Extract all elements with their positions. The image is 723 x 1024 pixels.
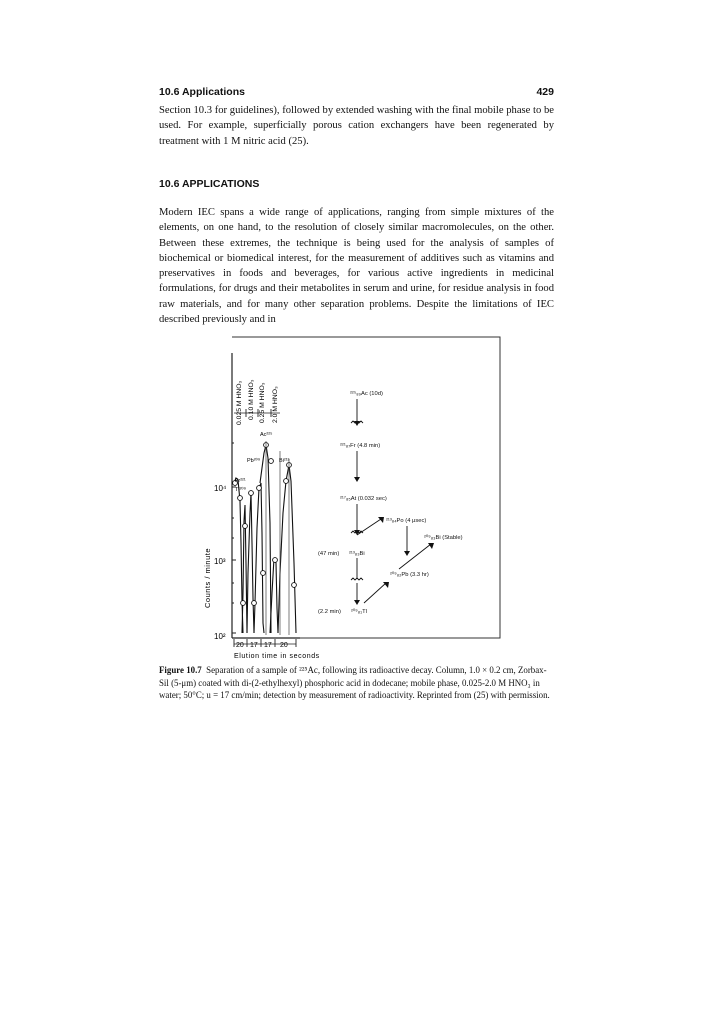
decay-bi213: ²¹³₈₃Bi	[349, 551, 365, 557]
mobile-phase-label-3: 0.25 M HNO₃	[259, 382, 266, 423]
x-segment-3: 17	[264, 642, 272, 649]
page-number: 429	[536, 86, 554, 98]
peak-label-tl209: Tl²⁰⁹	[235, 487, 246, 493]
mobile-phase-label-1: 0.025 M HNO₃	[236, 380, 243, 425]
x-segment-1: 20	[236, 642, 244, 649]
paragraph-applications: Modern IEC spans a wide range of applications, ranging from simple mixtures of the elements, on one hand, to the resolution of closely similar macromolecules, on the other. Between these extremes, the technique is being used for the analysis of samples of biochemical or biomedical interest, for the measurement of additives such as vitamins and preservatives in foods and beverages, for various active ingredients in medicinal formulations, for drugs and their metabolites in serum and urine, for residue analysis in food raw materials, and for many other separation problems. Despite the limitations of IEC described previously and in	[159, 207, 554, 326]
x-segment-4: 20	[280, 642, 288, 649]
y-tick-1e4: 10⁴	[214, 484, 227, 493]
mobile-phase-label-2: 0.10 M HNO₃	[248, 379, 255, 420]
y-tick-1e3: 10³	[214, 557, 226, 566]
decay-pb209: ²⁰⁹₈₂Pb (3.3 hr)	[390, 572, 429, 578]
running-header	[159, 86, 554, 102]
decay-tl209-halflife: (2.2 min)	[318, 609, 341, 615]
caption-label: Figure 10.7	[159, 665, 202, 675]
peak-label-bi213: Bi²¹³	[279, 458, 290, 464]
decay-tl209: ²⁰⁹₈₁Tl	[351, 609, 367, 615]
caption-text: Separation of a sample of ²²⁵Ac, following its radioactive decay. Column, 1.0 × 0.2 cm, Zorbax-Sil (5-μm) coated with di-(2-ethylhexyl) phosphoric acid in dodecane; mobile phase, 0.025-2.0 M HNO₃ in water; 50°C; u = 17 cm/min; detection by measurement of radioactivity. Reprinted from (25) with permission.	[159, 665, 550, 701]
decay-fr221: ²²¹₈₇Fr (4.8 min)	[340, 443, 381, 449]
decay-bi213-halflife: (47 min)	[318, 551, 340, 557]
mobile-phase-label-4: 2.0 M HNO₃	[272, 386, 279, 423]
y-axis-label: Counts / minute	[203, 547, 212, 608]
header-section-title: 10.6 Applications	[159, 86, 245, 98]
decay-bi209: ²⁰⁹₈₃Bi (Stable)	[424, 535, 463, 541]
chromatogram-figure	[200, 333, 510, 663]
decay-ac225: ²²⁵₈₉Ac (10d)	[350, 391, 383, 397]
x-segment-2: 17	[250, 642, 258, 649]
y-tick-1e2: 10²	[214, 632, 226, 641]
paragraph-continuation: Section 10.3 for guidelines), followed by extended washing with the final mobile phase to be used. For example, superficially porous cation exchangers have been regenerated by treatment with 1 M nitric acid (25).	[159, 105, 554, 147]
decay-po213: ²¹³₈₄Po (4 μsec)	[386, 518, 427, 524]
figure-10-7	[200, 333, 510, 663]
peak-label-pb209: Pb²⁰⁹	[247, 458, 261, 464]
decay-at217: ²¹⁷₈₅At (0.032 sec)	[340, 496, 387, 502]
section-heading: 10.6 APPLICATIONS	[159, 178, 260, 190]
peak-label-ac225: Ac²²⁵	[260, 432, 273, 438]
figure-caption	[159, 664, 554, 702]
x-axis-label: Elution time in seconds	[234, 653, 320, 660]
peak-label-fr221: Fr²²¹	[235, 478, 246, 484]
